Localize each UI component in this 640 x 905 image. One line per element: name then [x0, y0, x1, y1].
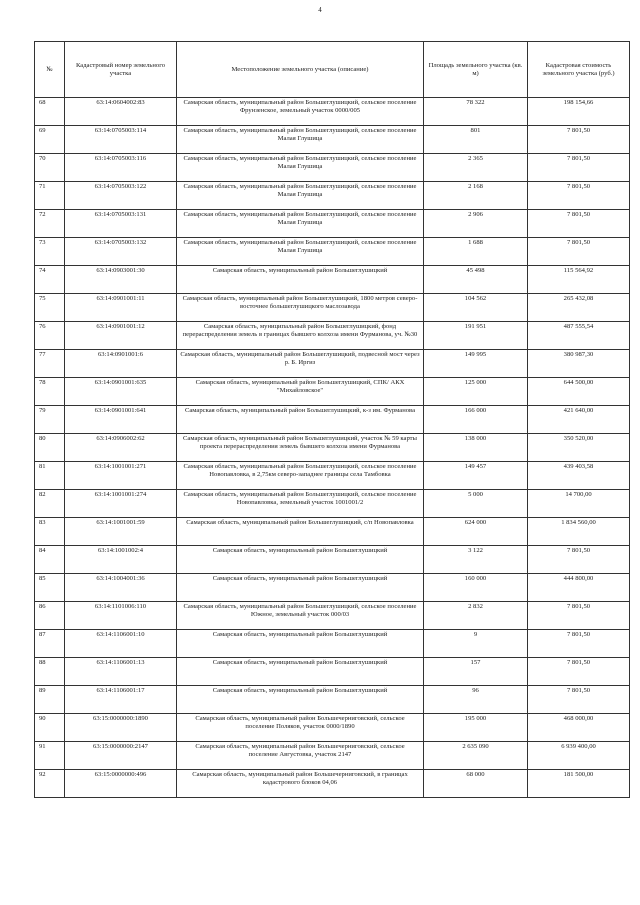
area-value: 2 168: [424, 182, 528, 210]
header-num: №: [35, 42, 65, 98]
table-row: [35, 574, 630, 602]
cadastral-cost: 7 801,50: [528, 154, 630, 182]
area-value: 2 365: [424, 154, 528, 182]
cadastral-number: 63:14:0901001:12: [65, 322, 177, 350]
area-value: 149 995: [424, 350, 528, 378]
table-row: [35, 686, 630, 714]
area-value: 166 000: [424, 406, 528, 434]
location-description: Самарская область, муниципальный район Большеглушицкий, сельское поселение Новопавловка, в 2,75км северо-западнее границы села Тамбовка: [177, 462, 424, 490]
location-description: Самарская область, муниципальный район Большеглушицкий, сельское поселение Малая Глушица: [177, 126, 424, 154]
cadastral-number: 63:14:1004001:36: [65, 574, 177, 602]
area-value: 45 498: [424, 266, 528, 294]
location-description: Самарская область, муниципальный район Большеглушицкий, с/п Новопавловка: [177, 518, 424, 546]
row-number: 84: [35, 546, 65, 574]
table-row: [35, 518, 630, 546]
area-value: 9: [424, 630, 528, 658]
cadastral-cost: 487 555,54: [528, 322, 630, 350]
table-row: [35, 490, 630, 518]
cadastral-cost: 7 801,50: [528, 630, 630, 658]
location-description: Самарская область, муниципальный район Большеглушицкий, участок № 59 карты проекта перераспределения земель бывшего колхоза имени Фурманова: [177, 434, 424, 462]
table-row: [35, 238, 630, 266]
cadastral-cost: 439 403,58: [528, 462, 630, 490]
table-row: [35, 630, 630, 658]
area-value: 68 000: [424, 770, 528, 798]
cadastral-cost: 7 801,50: [528, 686, 630, 714]
land-plots-table: [34, 41, 630, 798]
table-row: [35, 322, 630, 350]
location-description: Самарская область, муниципальный район Большеглушицкий, сельское поселение Малая Глушица: [177, 210, 424, 238]
row-number: 92: [35, 770, 65, 798]
cadastral-number: 63:14:0906002:62: [65, 434, 177, 462]
row-number: 83: [35, 518, 65, 546]
location-description: Самарская область, муниципальный район Большечерниговский, сельское поселение Поляков, участок 0000/1890: [177, 714, 424, 742]
location-description: Самарская область, муниципальный район Большеглушицкий, сельское поселение Малая Глушица: [177, 238, 424, 266]
area-value: 157: [424, 658, 528, 686]
area-value: 624 000: [424, 518, 528, 546]
area-value: 5 000: [424, 490, 528, 518]
location-description: Самарская область, муниципальный район Большеглушицкий, сельское поселение Малая Глушица: [177, 182, 424, 210]
table-row: [35, 406, 630, 434]
cadastral-cost: 7 801,50: [528, 126, 630, 154]
table-row: [35, 154, 630, 182]
header-area: Площадь земельного участка (кв. м): [424, 42, 528, 98]
location-description: Самарская область, муниципальный район Большечерниговский, сельское поселение Августовка, участок 2147: [177, 742, 424, 770]
cadastral-cost: 7 801,50: [528, 602, 630, 630]
row-number: 68: [35, 98, 65, 126]
table-row: [35, 658, 630, 686]
location-description: Самарская область, муниципальный район Большеглушицкий: [177, 266, 424, 294]
row-number: 80: [35, 434, 65, 462]
cadastral-number: 63:14:1001001:271: [65, 462, 177, 490]
location-description: Самарская область, муниципальный район Большеглушицкий, СПК/ АКХ "Михайловское": [177, 378, 424, 406]
location-description: Самарская область, муниципальный район Большеглушицкий: [177, 546, 424, 574]
table-row: [35, 742, 630, 770]
location-description: Самарская область, муниципальный район Большеглушицкий, сельское поселение Южное, земельный участок 000/03: [177, 602, 424, 630]
page-number: 4: [318, 6, 322, 14]
row-number: 89: [35, 686, 65, 714]
cadastral-cost: 7 801,50: [528, 658, 630, 686]
row-number: 87: [35, 630, 65, 658]
location-description: Самарская область, муниципальный район Большеглушицкий, 1800 метров северо-восточнее большеглушицкого маслозавода: [177, 294, 424, 322]
row-number: 78: [35, 378, 65, 406]
header-location: Местоположение земельного участка (описание): [177, 42, 424, 98]
location-description: Самарская область, муниципальный район Большеглушицкий, сельское поселение Фрунзенское, земельный участок 0000/005: [177, 98, 424, 126]
cadastral-number: 63:15:0000000:496: [65, 770, 177, 798]
cadastral-cost: 7 801,50: [528, 546, 630, 574]
area-value: 125 000: [424, 378, 528, 406]
cadastral-cost: 421 640,00: [528, 406, 630, 434]
area-value: 1 688: [424, 238, 528, 266]
cadastral-number: 63:14:0705003:131: [65, 210, 177, 238]
area-value: 2 906: [424, 210, 528, 238]
cadastral-number: 63:14:1001001:59: [65, 518, 177, 546]
cadastral-number: 63:14:0903001:30: [65, 266, 177, 294]
cadastral-cost: 1 834 560,00: [528, 518, 630, 546]
location-description: Самарская область, муниципальный район Большеглушицкий: [177, 574, 424, 602]
row-number: 79: [35, 406, 65, 434]
area-value: 138 000: [424, 434, 528, 462]
row-number: 72: [35, 210, 65, 238]
table-row: [35, 378, 630, 406]
cadastral-cost: 6 939 400,00: [528, 742, 630, 770]
cadastral-cost: 265 432,08: [528, 294, 630, 322]
row-number: 81: [35, 462, 65, 490]
cadastral-cost: 7 801,50: [528, 238, 630, 266]
cadastral-number: 63:14:0705003:116: [65, 154, 177, 182]
location-description: Самарская область, муниципальный район Большеглушицкий, сельское поселение Малая Глушица: [177, 154, 424, 182]
row-number: 73: [35, 238, 65, 266]
cadastral-number: 63:14:1101006:110: [65, 602, 177, 630]
cadastral-cost: 380 987,30: [528, 350, 630, 378]
cadastral-number: 63:14:1001001:274: [65, 490, 177, 518]
area-value: 2 635 090: [424, 742, 528, 770]
area-value: 195 000: [424, 714, 528, 742]
row-number: 88: [35, 658, 65, 686]
table-row: [35, 714, 630, 742]
row-number: 69: [35, 126, 65, 154]
row-number: 82: [35, 490, 65, 518]
cadastral-number: 63:14:0705003:114: [65, 126, 177, 154]
row-number: 91: [35, 742, 65, 770]
area-value: 78 322: [424, 98, 528, 126]
cadastral-cost: 7 801,50: [528, 182, 630, 210]
cadastral-number: 63:14:1001002:4: [65, 546, 177, 574]
cadastral-number: 63:14:0901001:641: [65, 406, 177, 434]
cadastral-number: 63:14:0901001:11: [65, 294, 177, 322]
cadastral-number: 63:15:0000000:2147: [65, 742, 177, 770]
location-description: Самарская область, муниципальный район Большечерниговский, в границах кадастрового блоков 04,06: [177, 770, 424, 798]
area-value: 96: [424, 686, 528, 714]
cadastral-cost: 14 700,00: [528, 490, 630, 518]
header-cadastral-number: Кадастровый номер земельного участка: [65, 42, 177, 98]
row-number: 74: [35, 266, 65, 294]
table-row: [35, 350, 630, 378]
area-value: 3 122: [424, 546, 528, 574]
table-row: [35, 126, 630, 154]
table-row: [35, 462, 630, 490]
location-description: Самарская область, муниципальный район Большеглушицкий, подвесной мост через р. Б. Иргиз: [177, 350, 424, 378]
location-description: Самарская область, муниципальный район Большеглушицкий, фонд перераспределения земель в границах бывшего колхоза имени Фурманова, уч. №30: [177, 322, 424, 350]
cadastral-number: 63:14:0705003:122: [65, 182, 177, 210]
row-number: 86: [35, 602, 65, 630]
location-description: Самарская область, муниципальный район Большеглушицкий: [177, 658, 424, 686]
row-number: 70: [35, 154, 65, 182]
location-description: Самарская область, муниципальный район Большеглушицкий, к-з им. Фурманова: [177, 406, 424, 434]
area-value: 801: [424, 126, 528, 154]
row-number: 90: [35, 714, 65, 742]
row-number: 75: [35, 294, 65, 322]
table-row: [35, 182, 630, 210]
location-description: Самарская область, муниципальный район Большеглушицкий, сельское поселение Новопавловка, земельный участок 1001001/2: [177, 490, 424, 518]
cadastral-number: 63:14:0901001:6: [65, 350, 177, 378]
table-row: [35, 294, 630, 322]
table-row: [35, 266, 630, 294]
table-row: [35, 210, 630, 238]
cadastral-cost: 644 500,00: [528, 378, 630, 406]
area-value: 191 951: [424, 322, 528, 350]
table-row: [35, 98, 630, 126]
area-value: 149 457: [424, 462, 528, 490]
table-row: [35, 546, 630, 574]
row-number: 77: [35, 350, 65, 378]
row-number: 85: [35, 574, 65, 602]
cadastral-cost: 198 154,66: [528, 98, 630, 126]
cadastral-number: 63:14:1106001:13: [65, 658, 177, 686]
table-header-row: [35, 42, 630, 98]
table-row: [35, 770, 630, 798]
header-cadastral-cost: Кадастровая стоимость земельного участка (руб.): [528, 42, 630, 98]
cadastral-number: 63:14:0901001:635: [65, 378, 177, 406]
area-value: 160 000: [424, 574, 528, 602]
cadastral-number: 63:14:0705003:132: [65, 238, 177, 266]
cadastral-number: 63:14:0604002:83: [65, 98, 177, 126]
cadastral-cost: 115 564,92: [528, 266, 630, 294]
row-number: 76: [35, 322, 65, 350]
cadastral-cost: 7 801,50: [528, 210, 630, 238]
area-value: 104 562: [424, 294, 528, 322]
location-description: Самарская область, муниципальный район Большеглушицкий: [177, 630, 424, 658]
row-number: 71: [35, 182, 65, 210]
table-row: [35, 602, 630, 630]
location-description: Самарская область, муниципальный район Большеглушицкий: [177, 686, 424, 714]
cadastral-cost: 444 800,00: [528, 574, 630, 602]
area-value: 2 832: [424, 602, 528, 630]
cadastral-number: 63:14:1106001:10: [65, 630, 177, 658]
cadastral-number: 63:14:1106001:17: [65, 686, 177, 714]
cadastral-cost: 350 520,00: [528, 434, 630, 462]
table-row: [35, 434, 630, 462]
cadastral-cost: 468 000,00: [528, 714, 630, 742]
cadastral-cost: 181 500,00: [528, 770, 630, 798]
cadastral-number: 63:15:0000000:1890: [65, 714, 177, 742]
